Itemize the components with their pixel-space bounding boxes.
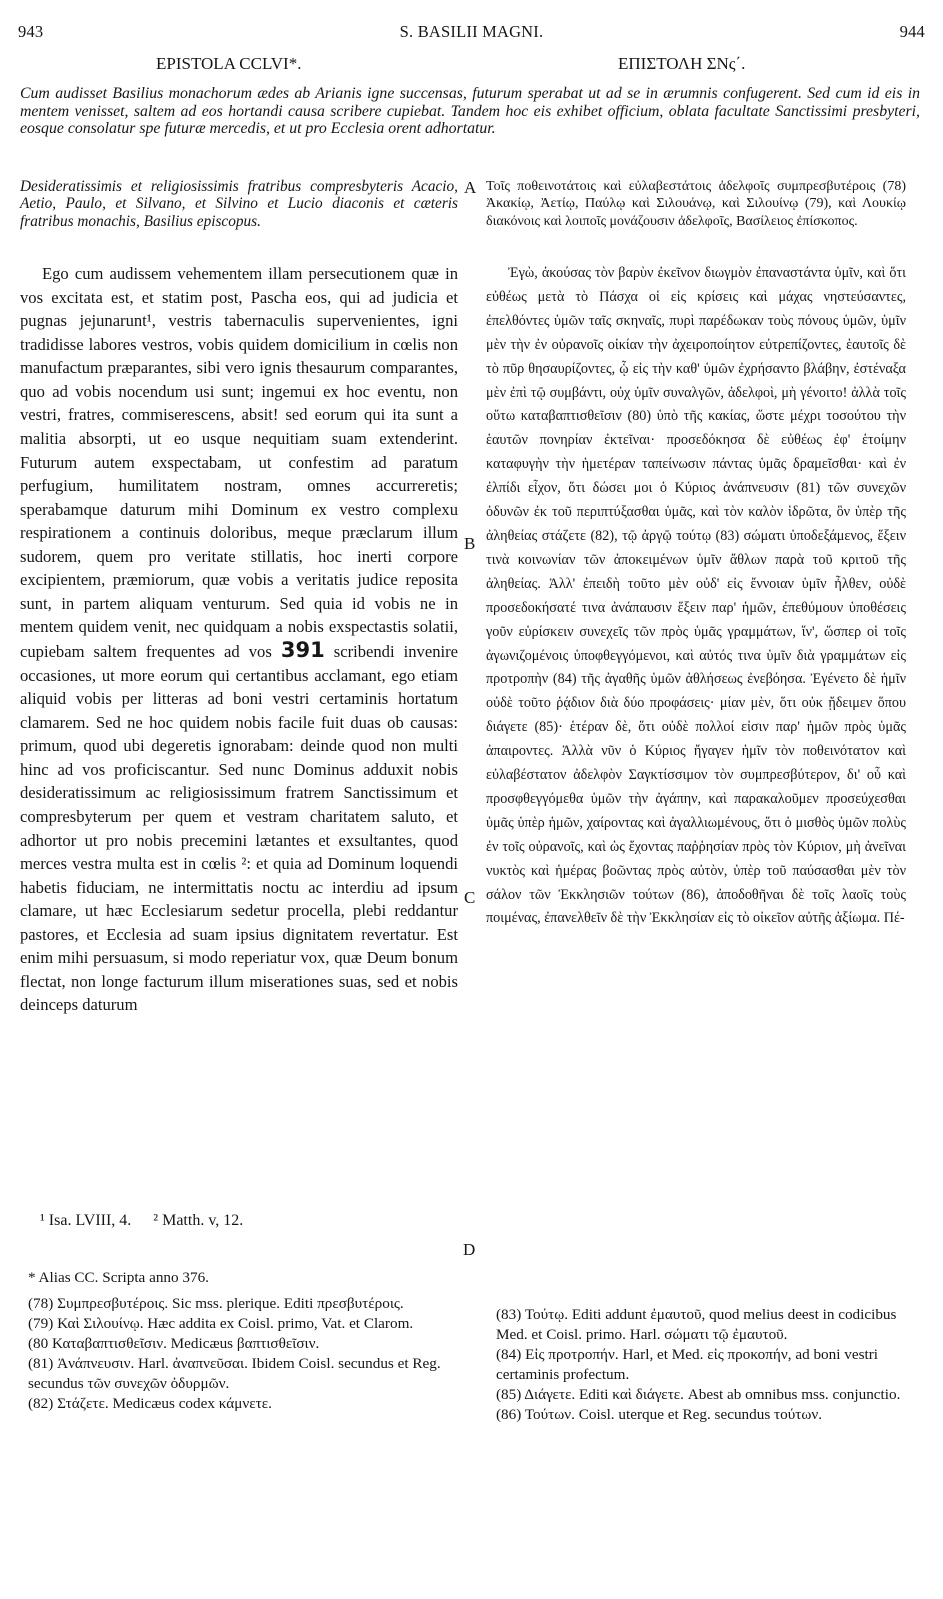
scripture-ref-1: ¹ Isa. LVIII, 4.: [40, 1212, 132, 1229]
note-item: (81) Ἀνάπνευσιν. Harl. ἀναπνεῦσαι. Ibidem Coisl. secundus et Reg. secundus τῶν συνεχῶν ὀδυρμῶν.: [28, 1355, 441, 1392]
note-item: (85) Διάγετε. Editi καὶ διάγετε. Abest ab omnibus mss. conjunctio.: [496, 1386, 901, 1403]
margin-letter-c: C: [464, 888, 476, 907]
note-item: * Alias CC. Scripta anno 376.: [28, 1269, 209, 1286]
epistle-title-greek: ΕΠΙΣΤΟΛΗ ΣΝς΄.: [618, 54, 746, 73]
note-item: (79) Καὶ Σιλουίνῳ. Hæc addita ex Coisl. primo, Vat. et Clarom.: [28, 1315, 414, 1332]
page-marker: 391: [280, 638, 325, 662]
running-title: S. BASILII MAGNI.: [399, 22, 544, 41]
latin-body: [20, 262, 458, 1017]
greek-address: Τοῖς ποθεινοτάτοις καὶ εὐλαβεστάτοις ἀδελφοῖς συμπρεσβυτέροις (78) Ἀκακίῳ, Ἀετίῳ, Παύλῳ καὶ Σιλουάνῳ, καὶ Σιλουίνῳ (79), καὶ Λουκίῳ διακόνοις καὶ λοιποῖς μονάζουσιν ἀδελφοῖς, Βασίλειος ἐπίσκοπος.: [486, 179, 906, 229]
margin-letter-d: D: [463, 1240, 476, 1259]
margin-letter-a: A: [464, 178, 477, 197]
page-number-right: 944: [899, 22, 925, 41]
epistle-argument: Cum audisset Basilius monachorum ædes ab Arianis igne succensas, futurum sperabat ut ad se in ærumnis confugerent. Sed cum id eis in mentem venisset, saltem ad eos hortandi causa scribere cupiebat. Tandem hoc eis exhibet officium, oblata facultate Sanctissimi presbyteri, eosque consolatur spe futuræ mercedis, et ut pro Ecclesia orent adhortatur.: [20, 85, 920, 137]
critical-notes-right: [496, 1305, 908, 1425]
epistle-title-latin: EPISTOLA CCLVI*.: [156, 54, 302, 73]
critical-notes-left: [28, 1268, 458, 1414]
note-item: (78) Συμπρεσβυτέροις. Sic mss. plerique. Editi πρεσβυτέροις.: [28, 1295, 404, 1312]
margin-letter-b: B: [464, 534, 476, 553]
latin-paragraph: [20, 262, 458, 1017]
page-number-left: 943: [18, 22, 44, 41]
note-item: (86) Τούτων. Coisl. uterque et Reg. secundus τούτων.: [496, 1406, 823, 1423]
note-item: (84) Εἰς προτροπήν. Harl, et Med. εἰς προκοπήν, ad boni vestri certaminis profectum.: [496, 1346, 879, 1383]
latin-address: Desideratissimis et religiosissimis fratribus compresbyteris Acacio, Aetio, Paulo, et Silvano, et Silvino et Lucio diaconis et cæteris fratribus monachis, Basilius episcopus.: [20, 178, 458, 230]
note-item: (80 Καταβαπτισθεῖσιν. Medicæus βαπτισθεῖσιν.: [28, 1335, 320, 1352]
latin-text-a: Ego cum audissem vehementem illam persecutionem quæ in vos excitata est, et statim post, Pascha eos, qui ad judicia et pugnas jejunarunt¹, vestris tabernaculis supervenientes, igni tradidisse labores vestros, vobis quidem domicilium in cœlis non manufactum præparantes, sibi vero ignis thesaurum comparantes, quo ad vobis nocendum usi sunt; ingemui ex hoc eventu, non vestri, fratres, commiserescens, absit! sed eorum qui ita sunt a malitia absorpti, ut eo usque nequitiam suam extenderint. Futurum autem exspectabam, ut confestim ad paratum perfugium, humilitatem nostram, omnes accurreretis; sperabamque daturum mihi Dominum ex vestro complexu respirationem a continuis doloribus, meque præclarum illum sudorem, quem pro veritate stillatis, hoc inerti corpore excipientem, præmiorum, quæ vobis a veritatis judice reposita sunt, in partem aliquam venturum. Sed quia id vobis ne in mentem quidem venit, nec quidquam a nobis exspectastis solatii, cupiebam saltem frequentes ad vos: [20, 264, 458, 661]
scripture-references: [40, 1212, 261, 1230]
greek-body: [486, 262, 906, 931]
latin-text-b: scribendi invenire occasiones, ut more eorum qui certantibus acclamant, ego etiam aliquid vobis per litteras ad boni vestri certaminis hortatum clamarem. Sed ne hoc quidem nobis facile fuit duas ob causas: primum, quod ubi degeretis ignorabam: deinde quod non multi hinc ad vos proficiscantur. Sed nunc Dominus adduxit nobis desideratissimum ac religiosissimum fratrem Sanctissimum et compresbyterum per quem et vestram charitatem saluto, et adhortor ut pro nobis precemini lætantes et exsultantes, quod merces vestra multa est in cœlis ²: et quia ad Dominum loquendi habetis fiduciam, ne intermittatis noctu ac interdiu ad ipsum clamare, ut hæc Ecclesiarum sedetur procella, plebi reddantur pastores, et Ecclesia ad suam ipsius dignitatem revertatur. Est enim mihi persuasum, si modo reperiatur vox, quæ Deum bonum flectat, non longe facturum illum miserationes suas, sed et nobis deinceps daturum: [20, 642, 458, 1015]
scripture-ref-2: ² Matth. v, 12.: [153, 1212, 244, 1229]
note-item: (83) Τούτῳ. Editi addunt ἐμαυτοῦ, quod melius deest in codicibus Med. et Coisl. primo. Harl. σώματι τῷ ἐμαυτοῦ.: [496, 1306, 897, 1343]
running-head: [18, 22, 925, 46]
note-item: (82) Στάζετε. Medicæus codex κάμνετε.: [28, 1395, 272, 1412]
greek-paragraph: Ἐγὼ, ἀκούσας τὸν βαρὺν ἐκεῖνον διωγμὸν ἐπαναστάντα ὑμῖν, καὶ ὅτι εὐθέως μετὰ τὸ Πάσχα οἱ εἰς κρίσεις καὶ μάχας νηστεύσαντες, ἐπελθόντες ὑμῶν ταῖς σκηναῖς, πυρὶ παρέδωκαν τοὺς πόνους ὑμῶν, ὑμῖν μὲν τὴν ἐν οὐρανοῖς οἰκίαν τὴν ἀχειροποίητον εὐτρεπίζοντες, ἑαυτοῖς δὲ τὸ πῦρ θησαυρίζοντες, ᾧ εἰς τὴν καθ' ὑμῶν ἐχρήσαντο βλάβην, ἐστέναξα μὲν ἐπὶ τῷ συμβάντι, οὐχ ὑμῖν συναλγῶν, ἀδελφοὶ, μὴ γένοιτο! ἀλλὰ τοῖς οὕτω καταβαπτισθεῖσιν (80) ὑπὸ τῆς κακίας, ὥστε μέχρι τοσούτου τὴν ἑαυτῶν πονηρίαν ἐκτεῖναι· προσεδόκησα δὲ εὐθέως ἐφ' ἑτοίμην καταφυγὴν τὴν ἡμετέραν ταπείνωσιν πάντας ὑμᾶς δραμεῖσθαι· καὶ ἐν ἐλπίδι εἶχον, ὅτι δώσει μοι ὁ Κύριος ἀνάπνευσιν (81) τῶν συνεχῶν ὀδυνῶν ἐκ τοῦ περιπτύξασθαι ὑμᾶς, καὶ τὸν καλὸν ἱδρῶτα, ὃν ὑπὲρ τῆς ἀληθείας στάζετε (82), τῷ ἀργῷ τούτῳ (83) σώματι ὑποδεξάμενος, ἕξειν τινὰ κοινωνίαν τῶν ἀποκειμένων ὑμῖν ἄθλων παρὰ τοῦ κριτοῦ τῆς ἀληθείας. Ἀλλ' ἐπειδὴ τοῦτο μὲν οὐδ' εἰς ἔννοιαν ὑμῖν ἦλθεν, οὐδὲ προσεδοκήσατέ τινα ἀνάπαυσιν ἕξειν παρ' ἡμῶν, ἐπεθύμουν ὑποθέσεις γοῦν εὑρίσκειν συνεχεῖς τῶν πρὸς ὑμᾶς γραμμάτων, ἵν', ὥσπερ οἱ τοῖς ἀγωνιζομένοις ὑποφθεγγόμενοι, καὶ αὐτός τινα ὑμῖν διὰ γραμμάτων εἰς προτροπὴν (84) τῆς ἀγαθῆς ὑμῶν ἀθλήσεως ἐνεβόησα. Ἐγένετο δὲ ἡμῖν οὐδὲ τοῦτο ῥᾴδιον διὰ δύο προφάσεις· μίαν μὲν, ὅτι οὐκ ᾔδειμεν ὅπου διάγετε (85)· ἑτέραν δὲ, ὅτι οὐδὲ πολλοί εἰσιν παρ' ἡμῶν πρὸς ὑμᾶς ἀπαιροντες. Ἀλλὰ νῦν ὁ Κύριος ἤγαγεν ἡμῖν τὸν ποθεινότατον καὶ εὐλαβέστατον ἀδελφὸν Σαγκτίσσιμον τὸν συμπρεσβύτερον, δι' οὗ καὶ προσφθεγγόμεθα ὑμῶν τὴν ἀγάπην, καὶ παρακαλοῦμεν προσεύχεσθαι ὑμᾶς ὑπὲρ ἡμῶν, χαίροντας καὶ ἀγαλλιωμένους, ὅτι ὁ μισθὸς ὑμῶν πολὺς ἐν τοῖς οὐρανοῖς, καὶ ὡς ἔχοντας παῤῥησίαν πρὸς τὸν Κύριον, μὴ ἀνεῖναι νυκτὸς καὶ ἡμέρας βοῶντας πρὸς αὐτὸν, ὑπὲρ τοῦ παύσασθαι μὲν τὸν σάλον τῶν Ἐκκλησιῶν τούτων (86), ἀποδοθῆναι δὲ τοῖς λαοῖς τοὺς ποιμένας, ἐπανελθεῖν δὲ τὴν Ἐκκλησίαν εἰς τὸ οἰκεῖον αὐτῆς ἀξίωμα. Πέ-: [486, 265, 906, 927]
